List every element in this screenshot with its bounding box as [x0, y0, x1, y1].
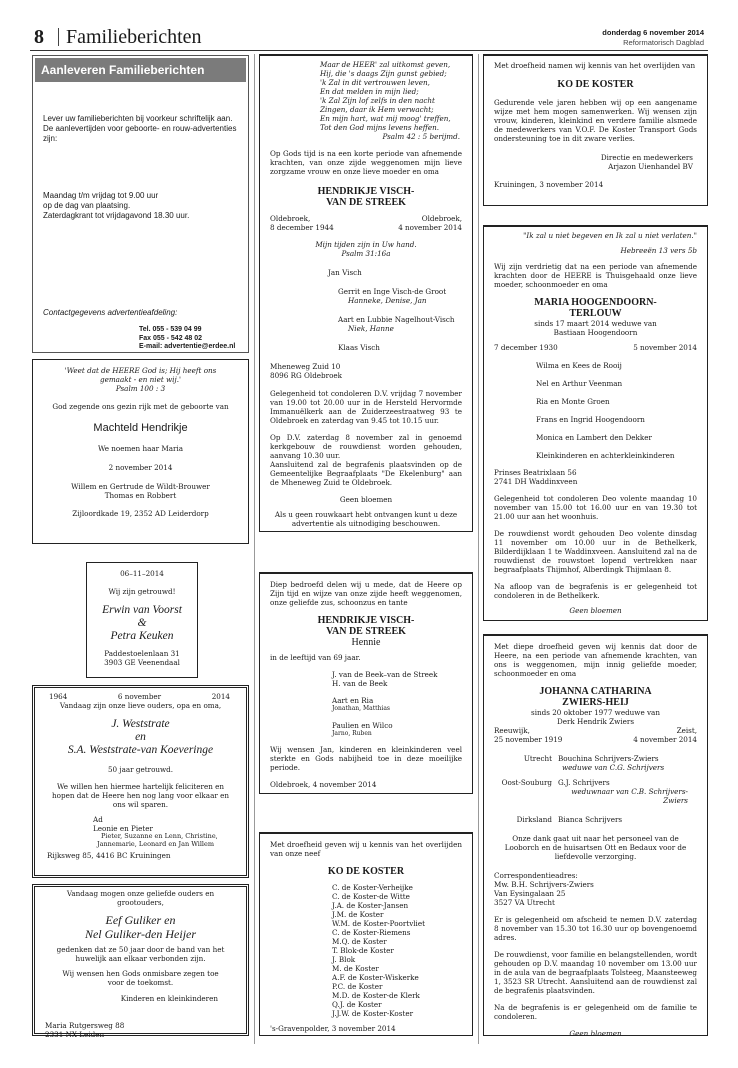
aanleveren-time-1: Maandag t/m vrijdag tot 9.00 uur [43, 191, 159, 200]
family-member: Bianca Schrijvers [558, 815, 623, 824]
guliker-address-1: Maria Rutgersweg 88 [45, 1021, 125, 1030]
anniv-family-3: Pieter, Suzanne en Lenn, Christine, [101, 832, 218, 840]
deceased-name-1: HENDRIKJE VISCH- [317, 615, 415, 626]
aanleveren-intro: Lever uw familieberichten bij voorkeur schriftelijk aan. De aanlevertijden voor geboorte- en rouw-advertenties zijn: [43, 114, 237, 143]
family-member: J. van de Beek–van de Streek [332, 670, 438, 679]
address-2: 2741 DH Waddinxveen [494, 477, 578, 486]
guliker-text1-2: huwelijk aan elkaar verbonden zijn. [75, 954, 206, 963]
family-member: Wilma en Kees de Rooij [536, 361, 622, 370]
family-member: J. Blok [332, 955, 356, 964]
obituary-intro: Diep bedroefd delen wij u mede, dat de Heere op Zijn tijd en wijze van onze zijde heeft weggenomen, onze geliefde zus, schoonzus en tante [270, 580, 462, 607]
family-member: C. de Koster-de Witte [332, 892, 410, 901]
anniv-address: Rijksweg 85, 4416 BC Kruiningen [47, 851, 171, 860]
guliker-intro-2: grootouders, [117, 898, 164, 907]
header-paper: Reformatorisch Dagblad [623, 38, 704, 47]
death-date: 4 november 2014 [398, 223, 462, 232]
deceased-callname: Hennie [351, 637, 381, 648]
death-place: Oldebroek, [421, 214, 462, 223]
address-2: 8096 RG Oldebroek [270, 371, 343, 380]
wedding-address-2: 3903 GE Veenendaal [104, 658, 180, 667]
birth-place: Reeuwijk, [494, 726, 530, 735]
birth-address: Zijloordkade 19, 2352 AD Leiderdorp [72, 509, 209, 518]
corr-line: 3527 VA Utrecht [494, 898, 555, 907]
verse2-ref: Psalm 31:16a [341, 249, 391, 258]
obituary-hendrikje-family [259, 574, 473, 794]
anniv-family-1: Ad [93, 815, 103, 824]
aanleveren-box [32, 55, 249, 353]
flowers-note: Geen bloemen [339, 495, 393, 504]
header-date: donderdag 6 november 2014 [602, 28, 704, 37]
obituary-intro: Op Gods tijd is na een korte periode van afnemende krachten, van onze zijde weggenomen mijn lieve zorgzame vrouw en onze lieve moeder en oma [270, 149, 462, 176]
obituary-hendrikje-visch [259, 56, 473, 532]
farewell-info: Er is gelegenheid om afscheid te nemen D.V. zaterdag 8 november van 15.30 tot 16.30 uur op bovengenoemd adres. [494, 915, 697, 942]
family-member: M. de Koster [332, 964, 379, 973]
deceased-name-2: VAN DE STREEK [326, 626, 406, 637]
wedding-address-1: Paddestoelenlaan 31 [104, 649, 180, 658]
birth-parents-1: Willem en Gertrude de Wildt-Brouwer [71, 482, 210, 491]
family-member-children: Jonathan, Matthias [332, 705, 390, 712]
guliker-sign: Kinderen en kleinkinderen [120, 994, 218, 1003]
wedding-amp: & [137, 617, 147, 629]
deceased-name-2: ZWIERS-HEIJ [562, 697, 629, 708]
family-member: Nel en Arthur Veenman [536, 379, 623, 388]
family-member: Ria en Monte Groen [536, 397, 610, 406]
address-1: Mheneweg Zuid 10 [270, 362, 341, 371]
family-member: J.M. de Koster [332, 910, 384, 919]
widow-line-1: sinds 17 maart 2014 weduwe van [534, 319, 657, 328]
anniv-text: We willen hen hiermee hartelijk feliciteren en hopen dat de Heere hen nog lang voor elkaar en ons wil sparen. [52, 782, 229, 809]
sign-place-date: Oldebroek, 4 november 2014 [270, 780, 377, 789]
anniv-family-4: Jannemarie, Leonard en Jan Willem [97, 839, 215, 848]
page-number: 8 [34, 26, 44, 48]
obituary-intro: Met droefheid geven wij u kennis van het overlijden van onze neef [270, 840, 462, 858]
obituary-intro: Met diepe droefheid geven wij kennis dat door de Heere, na een periode van afnemende krachten, van ons is weggenomen, mijn innig geliefde moeder, schoonmoeder en oma [494, 642, 697, 678]
section-title: Familieberichten [66, 26, 202, 48]
birth-verse-2: gemaakt - en niet wij.' [100, 375, 181, 384]
verse-line: En mijn hart, wat mij moog' treffen, [320, 114, 451, 123]
header-divider [58, 28, 59, 46]
birth-announcement [32, 359, 249, 544]
company-sign-1: Directie en medewerkers [600, 153, 693, 162]
birth-line2: We noemen haar Maria [97, 444, 184, 453]
deceased-age: in de leeftijd van 69 jaar. [270, 653, 361, 662]
family-member: P.C. de Koster [332, 982, 383, 991]
anniv-family-2: Leonie en Pieter [93, 824, 153, 833]
family-member: J.A. de Koster-Jansen [332, 901, 409, 910]
wedding-date: 06–11–2014 [120, 569, 164, 578]
company-sign-2: Arjazon Uienhandel BV [608, 162, 693, 171]
company-text: Gedurende vele jaren hebben wij op een aangename wijze met hem mogen samenwerken. Wij wensen zijn vrouw, kinderen, kleinkind en verdere familie alsmede de medewerkers van V.O.F. De Koster Transport Gods ondersteuning toe in dit zware verlies. [494, 98, 697, 143]
guliker-text2-1: Wij wensen hen Gods onmisbare zegen toe [62, 969, 219, 978]
contact-label: Contactgegevens advertentieafdeling: [43, 308, 178, 317]
header-rule [30, 50, 708, 51]
widow-line-1: sinds 20 oktober 1977 weduwe van [531, 708, 660, 717]
death-date: 4 november 2014 [633, 735, 697, 744]
deceased-name-2: VAN DE STREEK [326, 197, 406, 208]
family-member: M.Q. de Koster [332, 937, 387, 946]
sign-place-date: Kruiningen, 3 november 2014 [494, 180, 604, 189]
sign-place-date: 's-Gravenpolder, 3 november 2014 [270, 1024, 396, 1033]
anniv-name-1: J. Weststrate [111, 718, 170, 730]
verse-block [260, 56, 472, 141]
deceased-name: KO DE KOSTER [327, 866, 405, 877]
address-1: Prinses Beatrixlaan 56 [494, 468, 577, 477]
after-burial-info: Na de begrafenis is er gelegenheid om de familie te condoleren. [494, 1003, 697, 1021]
family-member-children: Niek, Hanne [348, 324, 394, 333]
contact-fax: Fax 055 - 542 48 02 [139, 334, 203, 342]
verse2-line: Mijn tijden zijn in Uw hand. [315, 240, 417, 249]
wedding-name-1: Erwin van Voorst [102, 604, 182, 616]
contact-email: E-mail: advertentie@erdee.nl [139, 343, 236, 350]
anniversary-guliker [32, 884, 249, 1039]
verse-line: Hij, die 's daags Zijn gunst gebied; [320, 69, 447, 78]
birth-parents-2: Thomas en Robbert [104, 491, 177, 500]
family-member: Bouchina Schrijvers-Zwiers [558, 754, 659, 763]
family-place: Utrecht [523, 754, 552, 763]
corr-line: Mw. B.H. Schrijvers-Zwiers [494, 880, 594, 889]
family-member: Aart en Lubbie Nagelhout-Visch [338, 315, 455, 324]
guliker-text2-2: voor de toekomst. [107, 978, 174, 987]
birth-place: Oldebroek, [270, 214, 311, 223]
family-list [332, 883, 472, 1018]
family-member: Gerrit en Inge Visch-de Groot [338, 287, 447, 296]
burial-info: Aansluitend zal de begrafenis plaatsvinden op de Gemeentelijke Begraafplaats "De Ekelenburg" aan de Mheneweg Zuid te Oldebroek. [270, 460, 462, 487]
column-rule [478, 54, 479, 1044]
deceased-name-2: TERLOUW [569, 308, 622, 319]
guliker-address-2: 2331 NX Leiden [45, 1030, 105, 1039]
birth-date: 25 november 1919 [494, 735, 563, 744]
widow-line-2: Derk Hendrik Zwiers [556, 717, 635, 726]
wedding-line: Wij zijn getrouwd! [108, 587, 176, 596]
invitation-note: Als u geen rouwkaart hebt ontvangen kunt u deze advertentie als uitnodiging beschouwen. [274, 510, 458, 528]
family-list [536, 361, 707, 460]
family-member: C. de Koster-Riemens [332, 928, 411, 937]
verse-line: Zingen, daar ik Hem verwacht; [320, 105, 434, 114]
family-member: W.M. de Koster-Poortvliet [332, 919, 426, 928]
guliker-name-1: Eef Guliker en [105, 913, 176, 927]
contact-tel: Tel. 055 - 539 04 99 [139, 326, 202, 333]
family-member: Jan Visch [328, 268, 362, 277]
obituary-intro: Wij zijn verdrietig dat na een periode van afnemende krachten door de HEERE is Thuisgehaald onze lieve moeder, schoonmoeder en oma [494, 262, 697, 289]
column-rule [254, 54, 255, 1044]
anniv-name-3: S.A. Weststrate-van Koeveringe [67, 744, 214, 756]
family-member: J.J.W. de Koster-Koster [332, 1009, 414, 1018]
death-place: Zeist, [676, 726, 697, 735]
after-burial-info: Na afloop van de begrafenis is er gelegenheid tot condoleren in de Bethelkerk. [494, 582, 697, 600]
family-member: T. Blok-de Koster [332, 946, 394, 955]
deceased-name-1: MARIA HOOGENDOORN- [534, 297, 657, 308]
wedding-name-2: Petra Keuken [110, 630, 174, 642]
thanks-text: Onze dank gaat uit naar het personeel van de Looborch en de huisartsen Ott en Bedaux voor de liefdevolle verzorging. [504, 834, 687, 861]
family-member: M.D. de Koster-de Klerk [332, 991, 420, 1000]
deceased-name-1: HENDRIKJE VISCH- [317, 186, 415, 197]
birth-name: Machteld Hendrikje [93, 422, 188, 434]
flowers-note: Geen bloemen [569, 606, 622, 615]
aanleveren-time-3: Zaterdagkrant tot vrijdagavond 18.30 uur. [43, 211, 190, 220]
wedding-announcement [86, 562, 198, 678]
corr-line: Van Eysingalaan 25 [494, 889, 566, 898]
family-member: Klaas Visch [338, 343, 380, 352]
birth-verse-1: 'Weet dat de HEERE God is; Hij heeft ons [64, 366, 217, 375]
anniv-intro: Vandaag zijn onze lieve ouders, opa en oma, [59, 701, 222, 710]
family-member: Q.J. de Koster [332, 1000, 382, 1009]
birth-date: 7 december 1930 [494, 343, 558, 352]
family-place: Dirksland [516, 815, 552, 824]
anniv-name-2: en [135, 731, 146, 743]
death-date: 5 november 2014 [633, 343, 697, 352]
guliker-intro-1: Vandaag mogen onze geliefde ouders en [66, 889, 215, 898]
anniv-year-1: 1964 [49, 692, 68, 701]
guliker-name-2: Nel Guliker-den Heijer [84, 926, 197, 941]
verse-line: 'k Zal in dit vertrouwen leven, [320, 78, 430, 87]
family-member: G.J. Schrijvers [558, 778, 610, 787]
obituary-hoogendoorn [483, 227, 708, 621]
guliker-text1-1: gedenken dat ze 50 jaar door de band van het [56, 945, 225, 954]
corr-label: Correspondentieadres: [494, 871, 578, 880]
verse-line: Tot den God mijns levens heffen. [320, 123, 440, 132]
verse-line: Maar de HEER' zal uitkomst geven, [320, 60, 451, 69]
obituary-zwiers [483, 636, 708, 1036]
deceased-name: KO DE KOSTER [557, 79, 634, 90]
obituary-koster-family [259, 834, 473, 1036]
anniv-day: 6 november [117, 692, 162, 701]
verse: "Ik zal u niet begeven en Ik zal u niet verlaten." [523, 231, 697, 240]
family-member-note: weduwe van C.G. Schrijvers [562, 763, 665, 772]
verse-ref: Psalm 42 : 5 berijmd. [382, 132, 460, 141]
widow-line-2: Bastiaan Hoogendoorn [553, 328, 638, 337]
birth-date: 2 november 2014 [108, 463, 173, 472]
family-member-note: weduwnaar van C.B. Schrijvers-Zwiers [571, 787, 688, 805]
wishes-text: Wij wensen Jan, kinderen en kleinkinderen veel sterkte en Gods nabijheid toe in deze moeilijke periode. [270, 745, 462, 772]
service-info: De rouwdienst, voor familie en belangstellenden, wordt gehouden op D.V. maandag 10 november om 13.00 uur in de aula van de begraafplaats Tolsteeg, Maansteeweg 1, 3523 SR Utrecht. Aansluitend aan de rouwdienst zal de begrafenis plaatsvinden. [494, 950, 698, 995]
anniv-year-2: 2014 [211, 692, 230, 701]
family-member: Kleinkinderen en achterkleinkinderen [536, 451, 675, 460]
verse-line: 'k Zal Zijn lof zelfs in den nacht [320, 96, 435, 105]
service-info: Op D.V. zaterdag 8 november zal in genoemd kerkgebouw de rouwdienst worden gehouden, aanvang 10.30 uur. [270, 433, 462, 460]
flowers-note: Geen bloemen [569, 1029, 622, 1038]
birth-verse-3: Psalm 100 : 3 [115, 384, 166, 393]
verse-ref: Hebreeën 13 vers 5b [620, 246, 697, 255]
family-member-children: Jarno, Ruben [332, 729, 372, 737]
birth-date: 8 december 1944 [270, 223, 334, 232]
aanleveren-title: Aanleveren Familieberichten [35, 58, 246, 82]
family-member: H. van de Beek [332, 679, 388, 688]
obituary-intro: Met droefheid namen wij kennis van het overlijden van [494, 61, 696, 70]
obituary-koster-company [483, 56, 708, 206]
family-member: Paulien en Wilco [332, 720, 393, 730]
family-member: Aart en Ria [332, 696, 374, 705]
family-member: Monica en Lambert den Dekker [536, 433, 652, 442]
birth-line1: God zegende ons gezin rijk met de geboorte van [52, 402, 229, 411]
family-member: Frans en Ingrid Hoogendoorn [536, 415, 645, 424]
verse-line: En dat melden in mijn lied; [320, 87, 419, 96]
deceased-name-1: JOHANNA CATHARINA [539, 686, 652, 697]
family-member: C. de Koster-Verheijke [332, 883, 413, 892]
family-member: A.F. de Koster-Wiskerke [332, 973, 419, 982]
anniversary-weststrate [32, 685, 249, 878]
condolence-info: Gelegenheid tot condoleren Deo volente maandag 10 november van 15.00 tot 16.00 uur en van 19.30 tot 21.00 uur aan het woonhuis. [494, 494, 697, 521]
service-info: De rouwdienst wordt gehouden Deo volente dinsdag 11 november om 10.00 uur in de Bethelkerk, Bilderdijklaan 1 te Waddinxveen. Aansluitend zal na de rouwdienst de rouwstoet lopend vertrekken naar begraafplaats Thijmhof, Alberdingk Thijmlaan 8. [494, 529, 697, 574]
condolence-info: Gelegenheid tot condoleren D.V. vrijdag 7 november van 19.00 tot 20.00 uur in de Hersteld Hervormde Immanuëlkerk aan de Zuiderzeestraatweg 93 te Oldebroek en zaterdag van 9.45 tot 10.15 uur. [270, 389, 462, 425]
family-member-children: Hanneke, Denise, Jan [348, 296, 427, 305]
family-place: Oost-Souburg [501, 778, 552, 787]
aanleveren-time-2: op de dag van plaatsing. [43, 201, 131, 210]
anniv-years: 50 jaar getrouwd. [107, 765, 174, 774]
